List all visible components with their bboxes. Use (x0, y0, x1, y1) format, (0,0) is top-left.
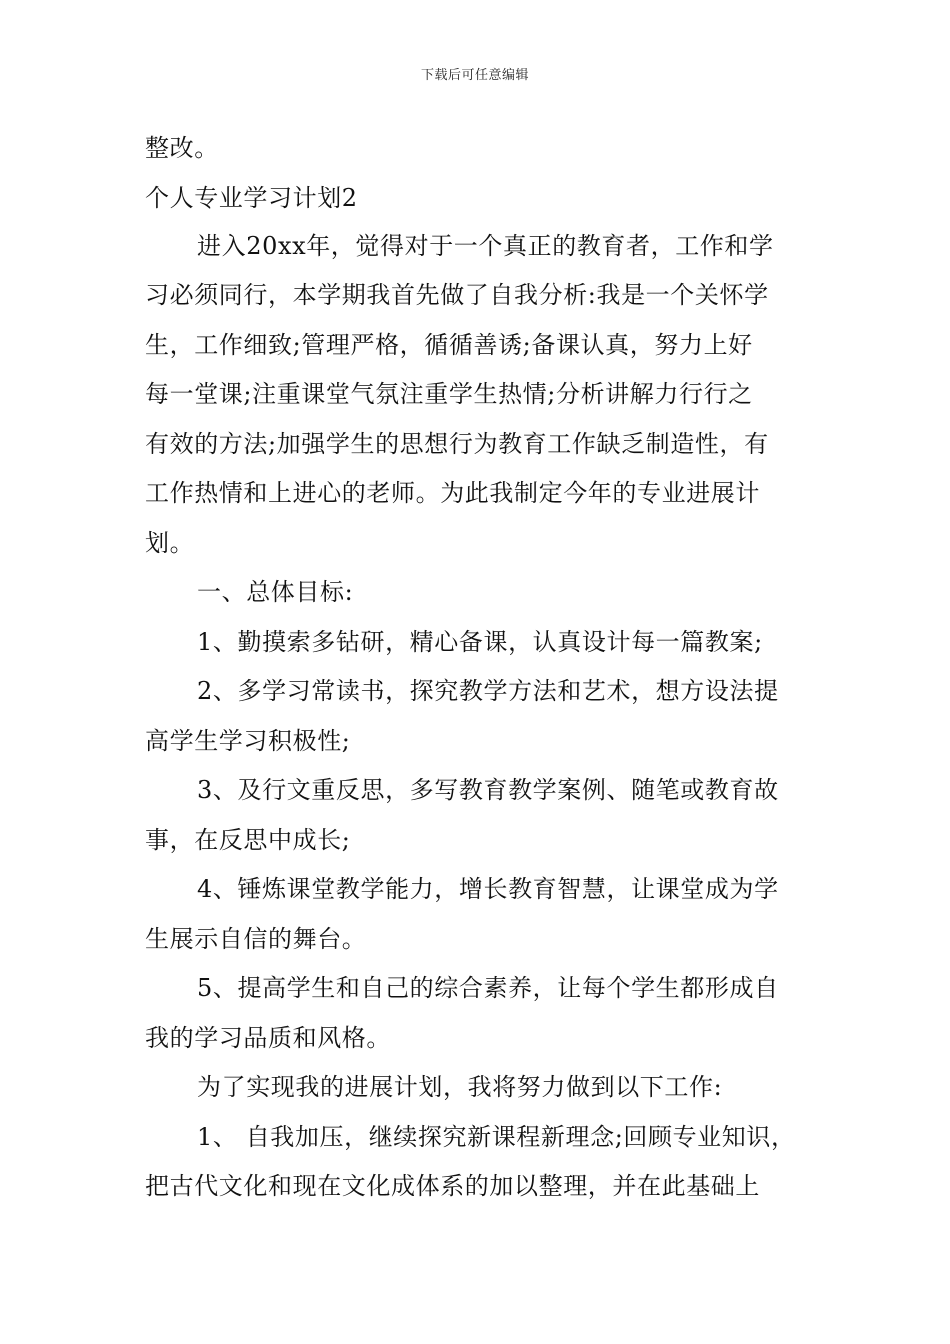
list-item-continuation: 生展示自信的舞台。 (145, 924, 367, 953)
list-item: 1、 自我加压，继续探究新课程新理念;回顾专业知识， (197, 1122, 796, 1151)
text-line: 整改。 (145, 134, 219, 162)
paragraph-line: 进入20xx年，觉得对于一个真正的教育者，工作和学 (197, 231, 774, 260)
paragraph-line: 为了实现我的进展计划，我将努力做到以下工作: (197, 1073, 723, 1101)
list-item: 5、提高学生和自己的综合素养，让每个学生都形成自 (197, 974, 779, 1002)
list-item: 3、及行文重反思，多写教育教学案例、随笔或教育故 (197, 776, 779, 804)
list-heading: 一、总体目标: (197, 578, 354, 606)
list-item-continuation: 把古代文化和现在文化成体系的加以整理，并在此基础上 (145, 1172, 760, 1200)
paragraph-line: 习必须同行，本学期我首先做了自我分析:我是一个关怀学 (145, 281, 769, 309)
list-item-continuation: 事，在反思中成长; (145, 825, 351, 854)
list-item: 4、锤炼课堂教学能力，增长教育智慧，让课堂成为学 (197, 875, 779, 903)
paragraph-line: 有效的方法;加强学生的思想行为教育工作缺乏制造性，有 (145, 429, 769, 458)
paragraph-line: 生，工作细致;管理严格，循循善诱;备课认真，努力上好 (145, 330, 753, 359)
paragraph-line: 每一堂课;注重课堂气氛注重学生热情;分析讲解力行行之 (145, 380, 753, 408)
list-item-continuation: 我的学习品质和风格。 (145, 1023, 391, 1052)
paragraph-line: 划。 (145, 528, 195, 557)
list-item-continuation: 高学生学习积极性; (145, 726, 351, 755)
document-body (145, 124, 810, 1212)
paragraph-line: 工作热情和上进心的老师。为此我制定今年的专业进展计 (145, 479, 760, 507)
section-heading: 个人专业学习计划2 (145, 183, 358, 212)
page-header-note: 下载后可任意编辑 (420, 68, 529, 83)
list-item: 2、多学习常读书，探究教学方法和艺术，想方设法提 (197, 677, 779, 705)
list-item: 1、勤摸索多钻研，精心备课，认真设计每一篇教案; (197, 627, 763, 656)
